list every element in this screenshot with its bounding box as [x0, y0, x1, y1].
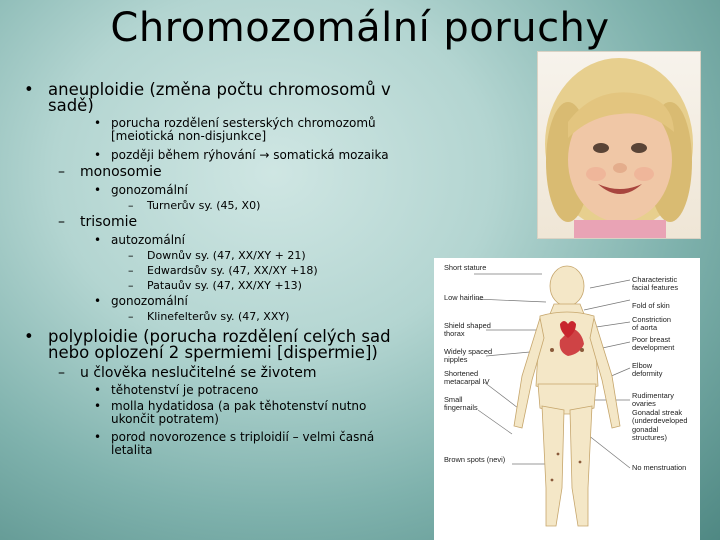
bullet-klinefelter: [128, 311, 289, 323]
label-no-menstruation: No menstruation: [632, 463, 687, 472]
text-polyploidie: polyploidie (porucha rozdělení celých sad nebo oplození 2 spermiemi [dispermie]): [48, 327, 391, 362]
text-mozaika: později během rýhování → somatická mozaika: [111, 148, 389, 162]
bullet-gonozomalni-1: [94, 184, 188, 197]
bullet-dot: •: [24, 80, 34, 99]
bullet-gonozomalni-2: [94, 295, 188, 308]
bullet-dash: –: [128, 249, 134, 262]
text-tehotenstvi: těhotenství je potraceno: [111, 383, 259, 397]
bullet-monosomie: [58, 165, 162, 179]
text-patau: Patauův sy. (47, XX/XY +13): [147, 279, 302, 292]
label-fold-of-skin: Fold of skin: [632, 301, 670, 310]
text-trisomie: trisomie: [80, 214, 138, 230]
label-shortened-metacarpal: Shortened metacarpal IV: [444, 369, 490, 387]
turner-syndrome-diagram: [434, 258, 700, 540]
bullet-autozomalni: [94, 234, 185, 247]
text-gonozomalni-1: gonozomální: [111, 183, 188, 197]
bullet-dash: –: [128, 264, 134, 277]
label-low-hairline: Low hairline: [444, 293, 484, 302]
label-brown-spots: Brown spots (nevi): [444, 455, 506, 464]
bullet-molla: [94, 400, 366, 426]
bullet-dot: •: [24, 327, 34, 346]
bullet-edwards: [128, 265, 318, 277]
bullet-trisomie: [58, 215, 137, 229]
bullet-dash: –: [58, 164, 65, 180]
text-klinefelter: Klinefelterův sy. (47, XXY): [147, 310, 290, 323]
text-edwards: Edwardsův sy. (47, XX/XY +18): [147, 264, 318, 277]
label-small-fingernails: Small fingernails: [444, 395, 478, 413]
bullet-dot: •: [94, 399, 102, 413]
bullet-dot: •: [94, 430, 102, 444]
label-constriction-aorta: Constriction of aorta: [632, 315, 672, 333]
bullet-dash: –: [58, 365, 65, 381]
label-facial-features: Characteristic facial features: [632, 275, 679, 293]
label-short-stature: Short stature: [444, 263, 487, 272]
bullet-dot: •: [94, 233, 102, 247]
bullet-dot: •: [94, 183, 102, 197]
bullet-dot: •: [94, 116, 102, 130]
text-down: Downův sy. (47, XX/XY + 21): [147, 249, 306, 262]
child-photo-illustration: [538, 52, 700, 238]
label-widely-spaced-nipples: Widely spaced nipples: [444, 347, 493, 365]
text-turner: Turnerův sy. (45, X0): [147, 199, 261, 212]
text-gonozomalni-2: gonozomální: [111, 294, 188, 308]
bullet-dash: –: [58, 214, 65, 230]
bullet-neslucitelne: [58, 366, 317, 380]
text-aneuploidie: aneuploidie (změna počtu chromosomů v sadě): [48, 80, 391, 115]
bullet-dash: –: [128, 279, 134, 292]
bullet-aneuploidie: [24, 82, 391, 114]
text-nondisjunction: porucha rozdělení sesterských chromozomů [meiotická non-disjunkce]: [111, 116, 376, 143]
bullet-dash: –: [128, 199, 134, 212]
text-monosomie: monosomie: [80, 164, 162, 180]
bullet-patau: [128, 280, 302, 292]
bullet-dash: –: [128, 310, 134, 323]
slide-title: Chromozomální poruchy: [110, 5, 610, 51]
child-photo: [538, 52, 700, 238]
bullet-dot: •: [94, 148, 102, 162]
bullet-dot: •: [94, 383, 102, 397]
label-rudimentary-ovaries: Rudimentary ovaries Gonadal streak (underdeveloped gonadal structures): [632, 391, 688, 443]
text-neslucitelne: u člověka neslučitelné se životem: [80, 365, 317, 381]
bullet-nondisjunction: [94, 117, 376, 143]
bullet-mozaika: [94, 149, 389, 162]
bullet-polyploidie: [24, 329, 391, 361]
label-elbow-deformity: Elbow deformity: [632, 361, 663, 379]
bullet-down: [128, 250, 306, 262]
bullet-tehotenstvi: [94, 384, 258, 397]
text-molla: molla hydatidosa (a pak těhotenství nutno ukončit potratem): [111, 399, 367, 426]
text-autozomalni: autozomální: [111, 233, 185, 247]
bullet-porod: [94, 431, 374, 457]
label-poor-breast: Poor breast development: [632, 335, 675, 353]
label-shield-thorax: Shield shaped thorax: [444, 321, 491, 339]
bullet-turner: [128, 200, 260, 212]
text-porod: porod novorozence s triploidií – velmi časná letalita: [111, 430, 375, 457]
bullet-dot: •: [94, 294, 102, 308]
